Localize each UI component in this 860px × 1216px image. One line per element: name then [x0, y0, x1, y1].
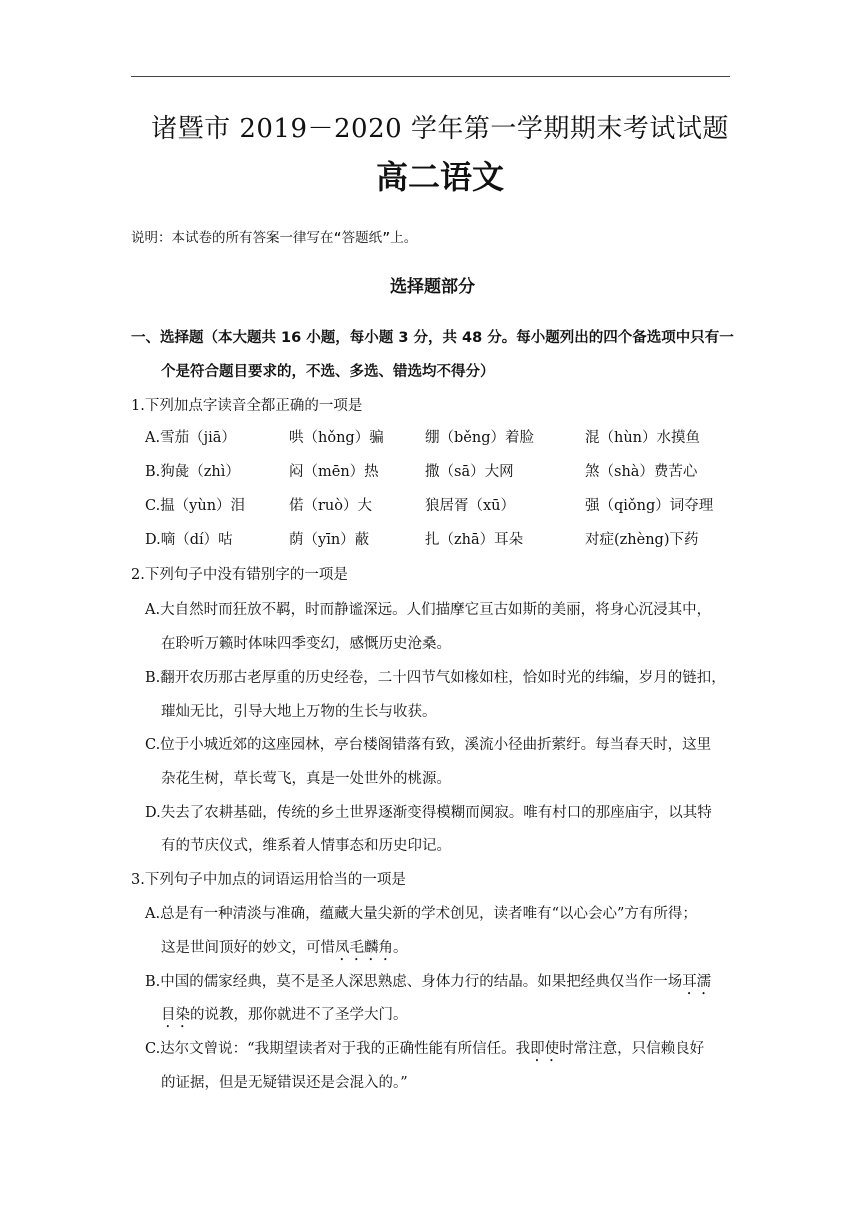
q3-dotted-term: 凤毛麟角 [335, 940, 393, 956]
q2-option-c-line1: C.位于小城近郊的这座园林，亭台楼阁错落有致，溪流小径曲折萦纡。每当春天时，这里 [145, 737, 712, 753]
q1-option: 撒（sā）大网 [425, 464, 514, 480]
q1-option: 狼居胥（xū） [425, 498, 516, 514]
q1-option: 煞（shà）费苦心 [585, 464, 698, 480]
q2-option-c-line2: 杂花生树，草长莺飞，真是一处世外的桃源。 [161, 771, 451, 787]
q3-text: 这是世间顶好的妙文，可惜 [161, 940, 335, 956]
q1-option: C.揾（yùn）泪 [145, 498, 246, 514]
q2-option-d-line2: 有的节庆仪式，维系着人情事态和历史印记。 [161, 838, 451, 854]
q3-dotted-term: 即使 [530, 1041, 560, 1057]
q1-option: 绷（běng）着脸 [425, 430, 534, 446]
part-one-heading-line1: 一、选择题（本大题共 16 小题，每小题 3 分，共 48 分。每小题列出的四个备选项中只有一 [131, 330, 734, 346]
q3-option-c-line1 [145, 1037, 704, 1065]
section-title: 选择题部分 [390, 277, 475, 297]
q1-option: 哄（hǒng）骗 [289, 430, 384, 446]
q1-option: 混（hùn）水摸鱼 [585, 430, 701, 446]
q2-option-b-line2: 璀灿无比，引导大地上万物的生长与收获。 [161, 704, 437, 720]
q1-option: 荫（yīn）蔽 [289, 532, 370, 548]
q3-text: B.中国的儒家经典，莫不是圣人深思熟虑、身体力行的结晶。如果把经典仅当作一场 [145, 974, 683, 990]
instructions-note: 说明：本试卷的所有答案一律写在“答题纸”上。 [131, 230, 418, 246]
part-one-heading-line2: 个是符合题目要求的，不选、多选、错选均不得分） [161, 364, 495, 380]
q3-option-a-line2 [161, 936, 408, 964]
q3-option-b-line1 [145, 970, 711, 998]
q3-text: C.达尔文曾说：“我期望读者对于我的正确性能有所信任。我 [145, 1041, 531, 1057]
q3-option-a-line1: A.总是有一种清淡与准确，蕴藏大量尖新的学术创见，读者唯有“以心会心”方有所得； [145, 906, 697, 922]
q1-option: 扎（zhā）耳朵 [425, 532, 524, 548]
header-rule [131, 76, 730, 77]
q1-stem: 1.下列加点字读音全都正确的一项是 [131, 398, 363, 414]
q3-option-c-line2: 的证据，但是无疑错误还是会混入的。” [161, 1075, 408, 1091]
q1-option: A.雪茄（jiā） [145, 430, 236, 446]
q3-dotted-term: 耳濡 [682, 974, 712, 990]
q2-option-d-line1: D.失去了农耕基础，传统的乡土世界逐渐变得模糊而阒寂。唯有村口的那座庙宇，以其特 [145, 805, 712, 821]
q2-option-a-line1: A.大自然时而狂放不羁，时而静谧深远。人们描摩它亘古如斯的美丽，将身心沉浸其中， [145, 602, 712, 618]
q1-option: B.狗彘（zhì） [145, 464, 240, 480]
q1-option: 偌（ruò）大 [289, 498, 372, 514]
q3-stem: 3.下列句子中加点的词语运用恰当的一项是 [131, 872, 406, 888]
q2-stem: 2.下列句子中没有错别字的一项是 [131, 567, 348, 583]
q1-option: 强（qiǒng）词夺理 [585, 498, 714, 514]
q2-option-b-line1: B.翻开农历那古老厚重的历史经卷，二十四节气如椽如柱，恰如时光的纬编，岁月的链扣， [145, 670, 726, 686]
q1-option: 闷（mēn）热 [289, 464, 379, 480]
q1-option: D.嘀（dí）咕 [145, 532, 233, 548]
q1-option: 对症(zhèng)下药 [585, 532, 699, 548]
q2-option-a-line2: 在聆听万籁时体味四季变幻，感慨历史沧桑。 [161, 636, 451, 652]
q3-option-b-line2 [161, 1003, 408, 1031]
exam-subject: 高二语文 [375, 158, 504, 196]
q3-text: 的说教，那你就进不了圣学大门。 [190, 1007, 408, 1023]
q3-text: 。 [393, 940, 408, 956]
q3-dotted-term: 目染 [161, 1007, 190, 1023]
q3-text: 时常注意，只信赖良好 [559, 1041, 705, 1057]
exam-title: 诸暨市 2019－2020 学年第一学期期末考试试题 [151, 114, 729, 144]
